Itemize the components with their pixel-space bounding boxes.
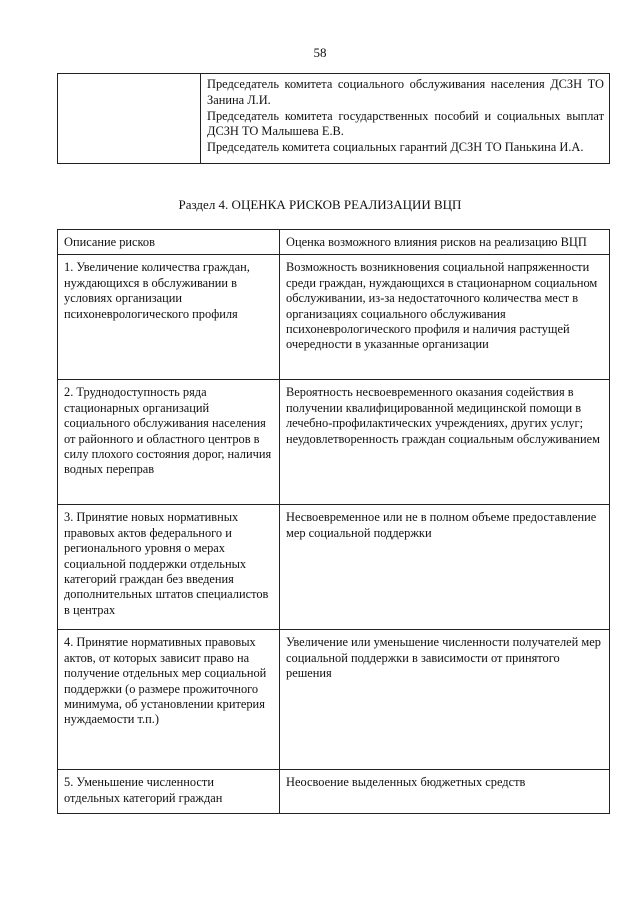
table-row (58, 74, 610, 164)
section-title: Раздел 4. ОЦЕНКА РИСКОВ РЕАЛИЗАЦИИ ВЦП (178, 197, 462, 212)
table-header-row (58, 230, 610, 255)
committee-line: Председатель комитета социального обслуживания населения ДСЗН ТО Занина Л.И. (207, 77, 604, 107)
column-header-risk: Описание рисков (58, 230, 280, 255)
table-row (58, 255, 610, 380)
table-row (58, 630, 610, 770)
risk-cell: 2. Труднодоступность ряда стационарных организаций социального обслуживания населения от районного и областного центров в силу плохого состояния дорог, наличия водных переправ (58, 380, 280, 505)
impact-cell: Увеличение или уменьшение численности получателей мер социальной поддержки в зависимости от принятого решения (280, 630, 610, 770)
risk-cell: 5. Уменьшение численности отдельных категорий граждан (58, 770, 280, 814)
committee-table (57, 73, 610, 164)
table-row (58, 380, 610, 505)
risk-cell: 1. Увеличение количества граждан, нуждающихся в обслуживании в условиях организации психоневрологического профиля (58, 255, 280, 380)
table-row (58, 770, 610, 814)
impact-cell: Несвоевременное или не в полном объеме предоставление мер социальной поддержки (280, 505, 610, 630)
impact-cell: Возможность возникновения социальной напряженности среди граждан, нуждающихся в стационарном социальном обслуживании, из-за недостаточного количества мест в организациях социального обслуживания психоневрологического профиля и наличия растущей очередности в указанные организации (280, 255, 610, 380)
column-header-impact: Оценка возможного влияния рисков на реализацию ВЦП (280, 230, 610, 255)
impact-cell: Неосвоение выделенных бюджетных средств (280, 770, 610, 814)
empty-cell (58, 74, 201, 164)
committee-line: Председатель комитета социальных гарантий ДСЗН ТО Панькина И.А. (207, 140, 584, 155)
risk-cell: 4. Принятие нормативных правовых актов, от которых зависит право на получение отдельных мер социальной поддержки (о размере прожиточного минимума, об установлении критерия нуждаемости т.п.) (58, 630, 280, 770)
risk-table (57, 229, 610, 814)
page-number: 58 (313, 45, 327, 60)
table-row (58, 505, 610, 630)
committee-line: Председатель комитета государственных пособий и социальных выплат ДСЗН ТО Малышева Е.В. (207, 108, 604, 139)
risk-cell: 3. Принятие новых нормативных правовых актов федерального и регионального уровня о мерах социальной поддержки отдельных категорий граждан без введения дополнительных штатов специалистов в центрах (58, 505, 280, 630)
committee-cell (201, 74, 610, 164)
impact-cell: Вероятность несвоевременного оказания содействия в получении квалифицированной медицинской помощи в лечебно-профилактических учреждениях, других услуг; неудовлетворенность граждан социальным обслуживанием (280, 380, 610, 505)
